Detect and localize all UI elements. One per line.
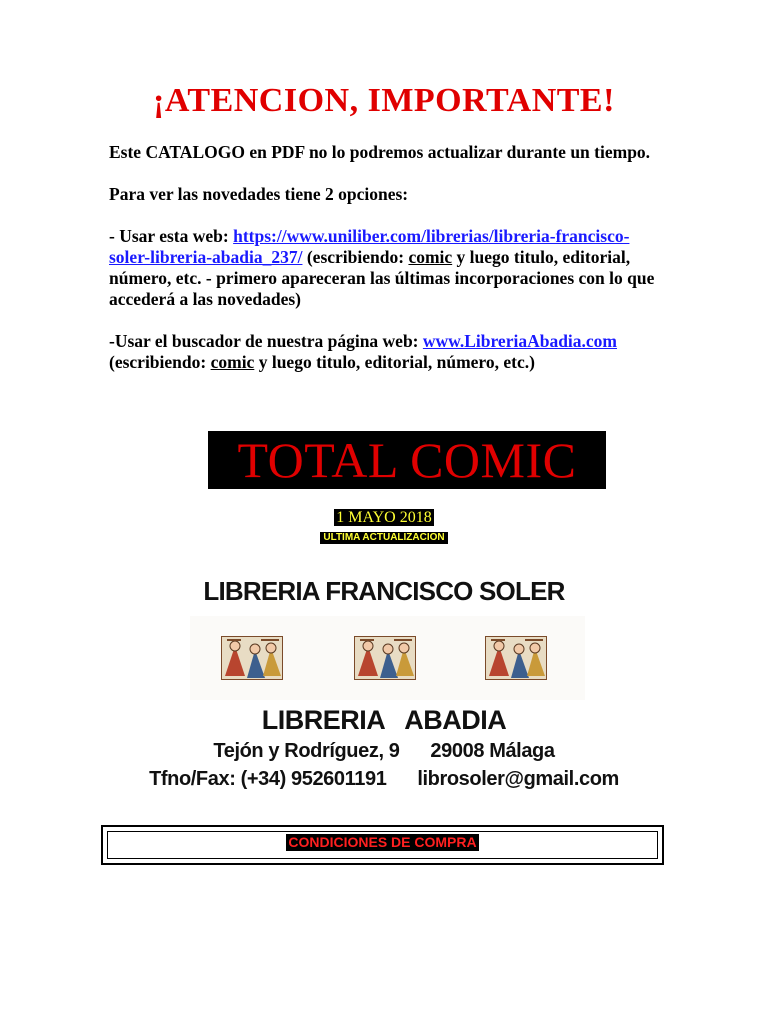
medieval-illustration-icon: [354, 636, 416, 680]
date-row: [0, 509, 768, 527]
option-2-keyword: comic: [210, 352, 255, 372]
medieval-illustration-icon: [485, 636, 547, 680]
notice-paragraph-2: Para ver las novedades tiene 2 opciones:: [109, 184, 409, 204]
option-1-suffix: y luego titulo, editorial, número, etc. - primero apareceran las últimas incorporaciones con lo que accederá a las novedades): [109, 247, 655, 309]
notice-text: [109, 142, 669, 373]
medieval-illustration-icon: [221, 636, 283, 680]
uniliber-link[interactable]: https://www.uniliber.com/librerias/libreria-francisco-soler-libreria-abadia_237/: [109, 226, 630, 267]
notice-option-1: [109, 226, 669, 310]
store-address: Tejón y Rodríguez, 9 29008 Málaga: [213, 740, 555, 762]
purchase-conditions-box: [101, 825, 664, 865]
store-name: LIBRERIA FRANCISCO SOLER: [203, 576, 565, 606]
purchase-conditions-link[interactable]: CONDICIONES DE COMPRA: [288, 834, 477, 850]
update-row: [0, 527, 768, 545]
libreria-abadia-link[interactable]: www.LibreriaAbadia.com: [422, 331, 618, 351]
option-1-keyword: comic: [408, 247, 453, 267]
notice-paragraph-1: Este CATALOGO en PDF no lo podremos actualizar durante un tiempo.: [109, 142, 651, 162]
illustration-strip: [190, 616, 585, 700]
option-2-prefix: -Usar el buscador de nuestra página web:: [109, 331, 423, 351]
total-comic-title: TOTAL COMIC: [237, 432, 577, 488]
total-comic-banner: [208, 431, 606, 489]
notice-option-2: [109, 331, 669, 373]
store-contact: Tfno/Fax: (+34) 952601191 librosoler@gmail.com: [149, 768, 619, 790]
libreria-abadia-title: LIBRERIA ABADIA: [261, 705, 507, 735]
option-2-suffix: y luego titulo, editorial, número, etc.): [254, 352, 535, 372]
option-2-mid: (escribiendo:: [109, 352, 211, 372]
purchase-conditions-inner: [107, 831, 658, 859]
option-1-mid: (escribiendo:: [302, 247, 409, 267]
option-1-prefix: - Usar esta web:: [109, 226, 234, 246]
last-update-label: ULTIMA ACTUALIZACION: [320, 532, 447, 544]
catalog-date: 1 MAYO 2018: [336, 509, 432, 526]
attention-headline: ¡ATENCION, IMPORTANTE!: [153, 82, 615, 119]
